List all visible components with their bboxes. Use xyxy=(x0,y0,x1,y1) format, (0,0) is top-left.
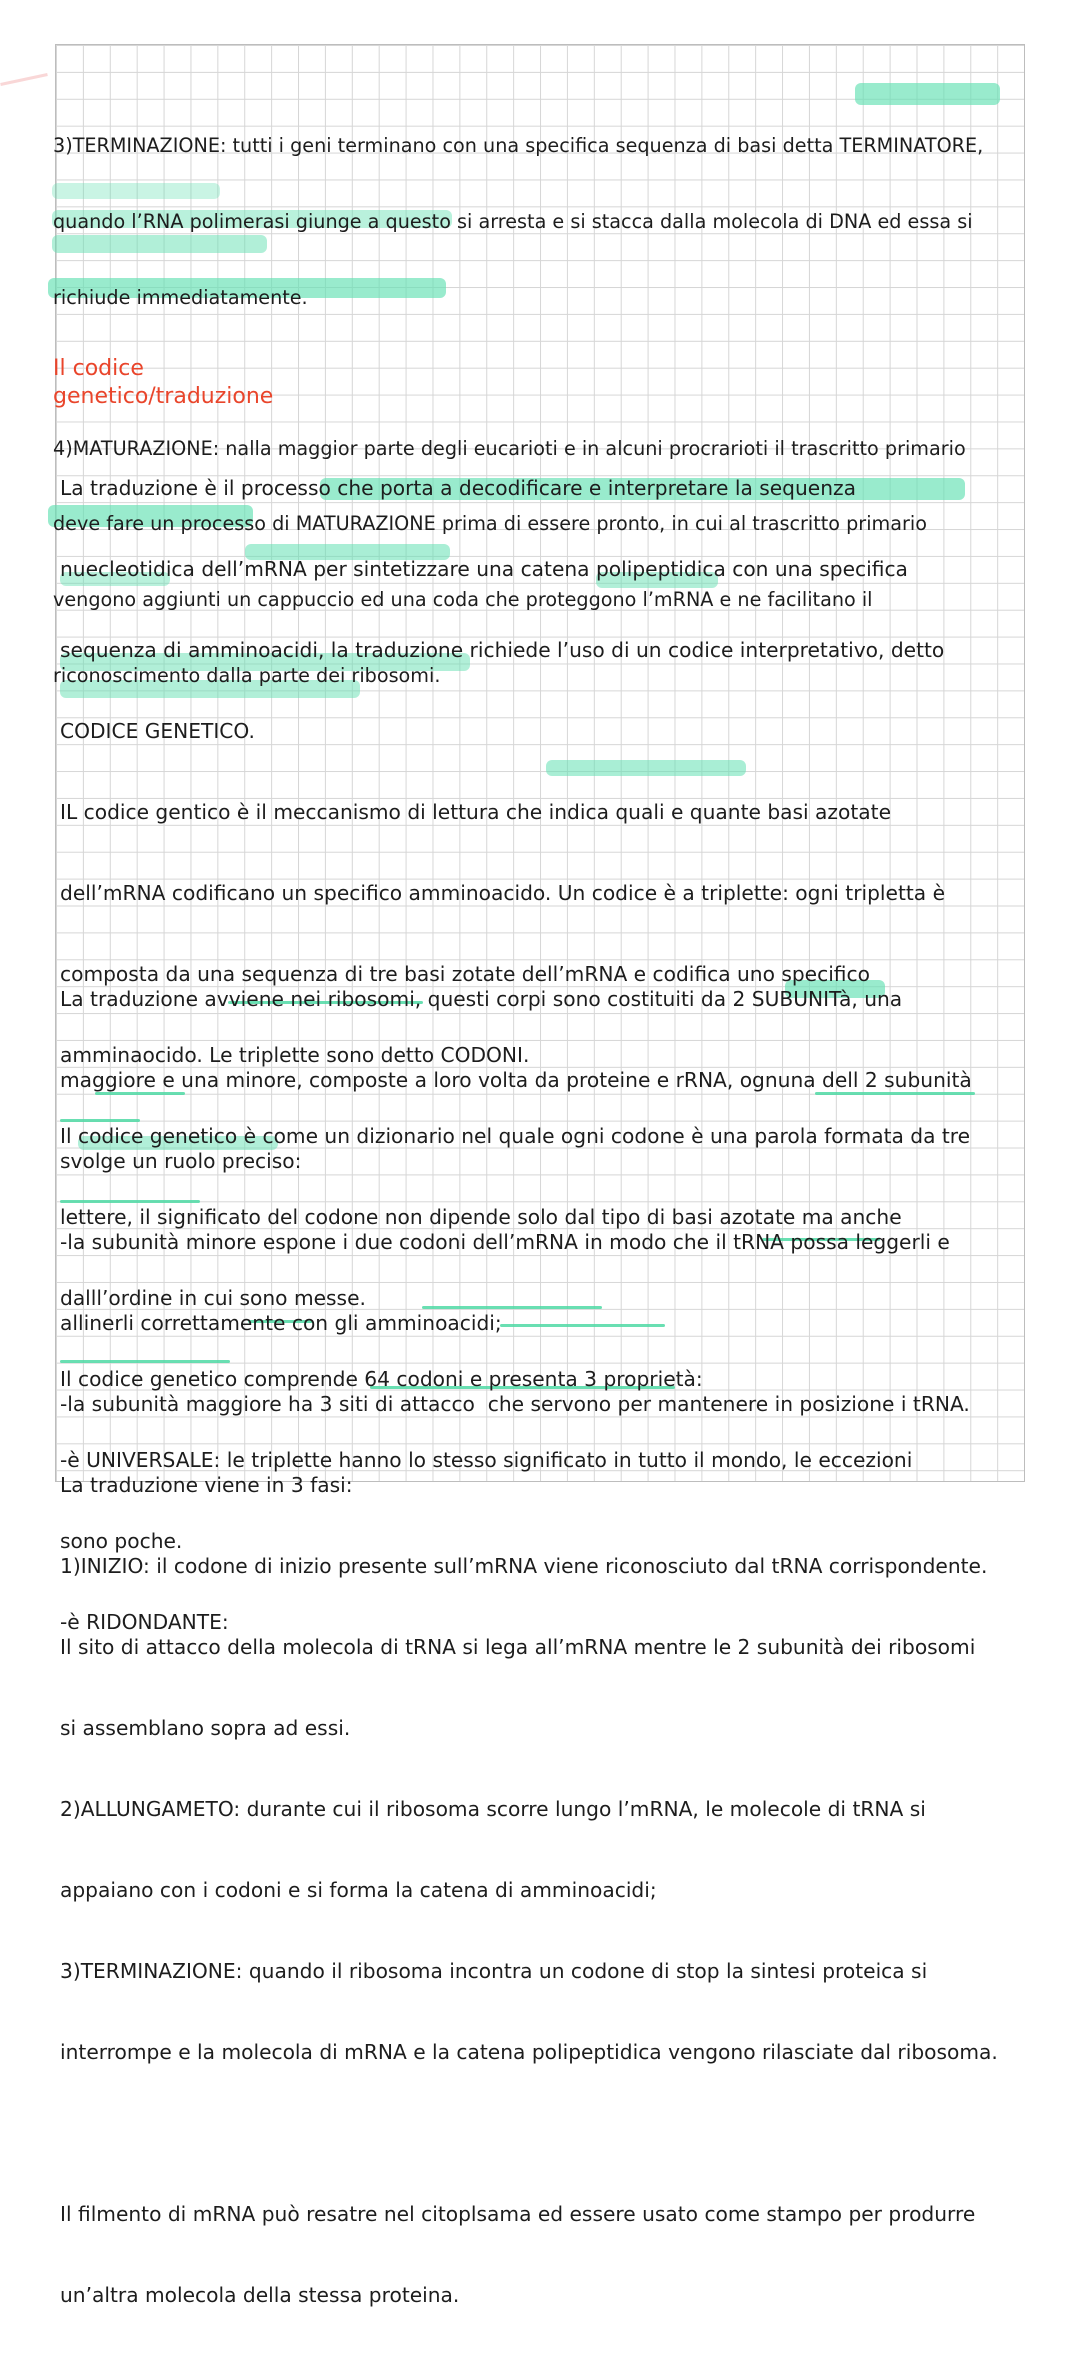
text-line: 3)TERMINAZIONE: quando il ribosoma incontra un codone di stop la sintesi proteica si xyxy=(60,1959,928,1983)
text-line: -è UNIVERSALE: le triplette hanno lo stesso significato in tutto il mondo, le eccezioni xyxy=(60,1448,913,1472)
text-line: sono poche. xyxy=(60,1529,183,1553)
text-line: appaiano con i codoni e si forma la catena di amminoacidi; xyxy=(60,1878,657,1902)
text-line: Il codice genetico è come un dizionario nel quale ogni codone è una parola formata da tre xyxy=(60,1124,971,1148)
text-line: CODICE GENETICO. xyxy=(60,719,255,743)
text-line: La traduzione è il processo che porta a decodificare e interpretare la sequenza xyxy=(60,476,856,500)
text-line: Il filmento di mRNA può resatre nel citoplsama ed essere usato come stampo per produrre xyxy=(60,2202,976,2226)
text-line: 1)INIZIO: il codone di inizio presente sull’mRNA viene riconosciuto dal tRNA corrispondente. xyxy=(60,1554,988,1578)
text-line: -la subunità maggiore ha 3 siti di attacco che servono per mantenere in posizione i tRNA. xyxy=(60,1392,970,1416)
text-line: richiude immediatamente. xyxy=(53,285,308,309)
text-line: Il codice genetico comprende 64 codoni e presenta 3 proprietà: xyxy=(60,1367,703,1391)
text-line: 2)ALLUNGAMETO: durante cui il ribosoma scorre lungo l’mRNA, le molecole di tRNA si xyxy=(60,1797,926,1821)
text-line: maggiore e una minore, composte a loro volta da proteine e rRNA, ognuna dell 2 subunità xyxy=(60,1068,972,1092)
text-line: -la subunità minore espone i due codoni dell’mRNA in modo che il tRNA possa leggerli e xyxy=(60,1230,950,1254)
text-line: amminaocido. Le triplette sono detto CODONI. xyxy=(60,1043,530,1067)
text-line: dalll’ordine in cui sono messe. xyxy=(60,1286,366,1310)
text-line: La traduzione avviene nei ribosomi, questi corpi sono costituiti da 2 SUBUNITà, una xyxy=(60,987,903,1011)
text-line: sequenza di amminoacidi, la traduzione richiede l’uso di un codice interpretativo, detto xyxy=(60,638,945,662)
text-line: interrompe e la molecola di mRNA e la catena polipeptidica vengono rilasciate dal ribosoma. xyxy=(60,2040,998,2064)
text-line: Il sito di attacco della molecola di tRNA si lega all’mRNA mentre le 2 subunità dei ribosomi xyxy=(60,1635,976,1659)
text-line: deve fare un processo di MATURAZIONE prima di essere pronto, in cui al trascritto primario xyxy=(53,512,927,536)
text-line xyxy=(60,2120,998,2147)
text-line: nuecleotidica dell’mRNA per sintetizzare una catena polipeptidica con una specifica xyxy=(60,557,908,581)
text-line: -è RIDONDANTE: xyxy=(60,1610,229,1634)
text-line: allinerli correttamente con gli amminoacidi; xyxy=(60,1311,502,1335)
text-line: dell’mRNA codificano un specifico amminoacido. Un codice è a triplette: ogni tripletta è xyxy=(60,881,945,905)
text-line: quando l’RNA polimerasi giunge a questo si arresta e si stacca dalla molecola di DNA ed essa si xyxy=(53,210,973,234)
text-line: 4)MATURAZIONE: nalla maggior parte degli eucarioti e in alcuni procrarioti il trascritto primario xyxy=(53,436,966,460)
text-line: 3)TERMINAZIONE: tutti i geni terminano con una specifica sequenza di basi detta TERMINATORE, xyxy=(53,134,984,158)
text-line: riconoscimento dalla parte dei ribosomi. xyxy=(53,663,441,687)
text-line: lettere, il significato del codone non dipende solo dal tipo di basi azotate ma anche xyxy=(60,1205,902,1229)
text-line: IL codice gentico è il meccanismo di lettura che indica quali e quante basi azotate xyxy=(60,800,891,824)
text-line: vengono aggiunti un cappuccio ed una coda che proteggono l’mRNA e ne facilitano il xyxy=(53,588,873,612)
section-traduzione-ribosomi xyxy=(60,932,998,2363)
text-line: un’altra molecola della stessa proteina. xyxy=(60,2283,460,2307)
text-line: composta da una sequenza di tre basi zotate dell’mRNA e codifica uno specifico xyxy=(60,962,870,986)
section-heading: Il codice genetico/traduzione xyxy=(53,356,274,409)
text-line: svolge un ruolo preciso: xyxy=(60,1149,302,1173)
text-line: La traduzione viene in 3 fasi: xyxy=(60,1473,353,1497)
margin-mark xyxy=(0,73,48,86)
text-line: si assemblano sopra ad essi. xyxy=(60,1716,351,1740)
